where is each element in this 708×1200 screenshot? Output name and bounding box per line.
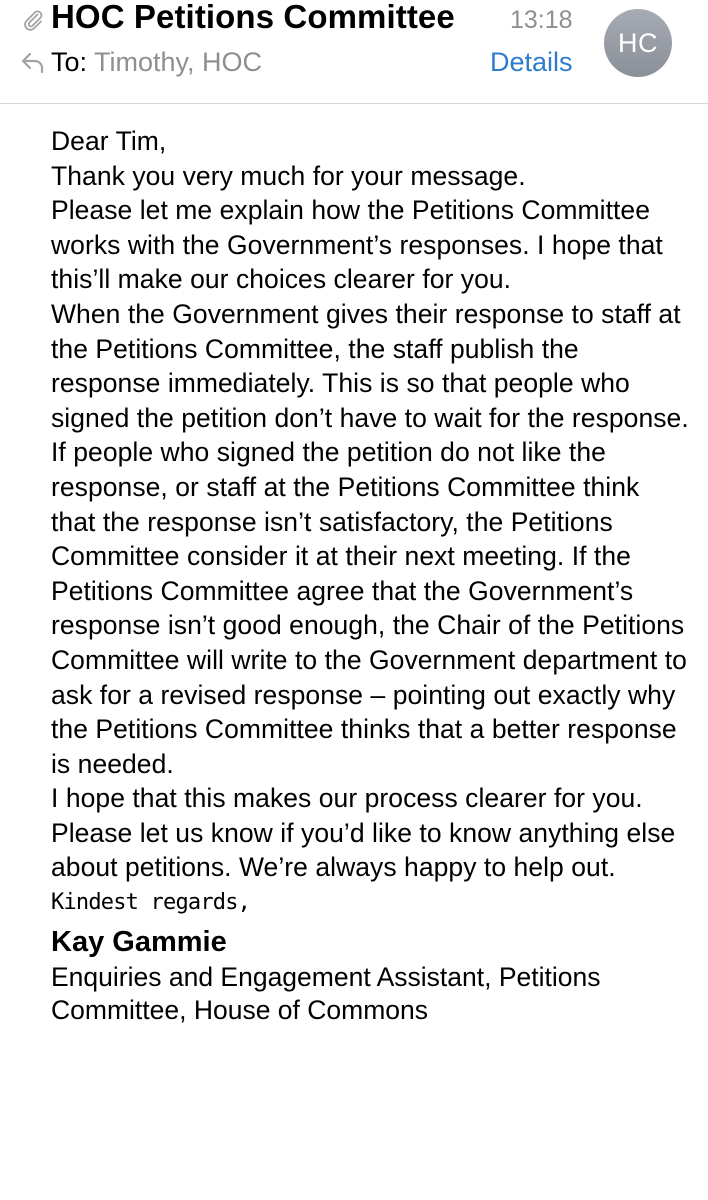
email-header: [0, 0, 708, 104]
to-label: To:: [51, 47, 88, 77]
closing-line: Kindest regards,: [51, 890, 251, 916]
body-paragraph: When the Government gives their response to staff at the Petitions Committee, the staff publish the response immediately. This is so that people who signed the petition don’t have to wait for the response. If people who signed the petition do not like the response, or staff at the Petitions Committee think that the response isn’t satisfactory, the Petitions Committee consider it at their next meeting. If the Petitions Committee agree that the Government’s response isn’t good enough, the Chair of the Petitions Committee will write to the Government department to ask for a revised response – pointing out exactly why the Petitions Committee thinks that a better response is needed.: [51, 298, 689, 779]
avatar[interactable]: [604, 9, 672, 77]
message-body: [51, 124, 691, 1027]
greeting: Dear Tim,: [51, 126, 167, 156]
signature-title: Enquiries and Engagement Assistant, Petitions Committee, House of Commons: [51, 962, 601, 1026]
avatar-initials: HC: [618, 27, 658, 58]
details-link[interactable]: Details: [490, 47, 573, 77]
message-time: 13:18: [510, 6, 573, 34]
recipients: Timothy, HOC: [94, 47, 263, 77]
sender-name[interactable]: HOC Petitions Committee: [51, 0, 455, 35]
body-paragraph: Thank you very much for your message.: [51, 160, 526, 191]
recipients-row[interactable]: [51, 47, 262, 78]
reply-arrow-icon: [20, 50, 46, 74]
body-paragraph: I hope that this makes our process clearer for you. Please let us know if you’d like to know anything else about petitions. We’re always happy to help out.: [51, 783, 676, 883]
signature-name: Kay Gammie: [51, 926, 227, 959]
paperclip-icon: [21, 8, 45, 32]
body-paragraph: Please let me explain how the Petitions Committee works with the Government’s responses. I hope that this’ll make our choices clearer for you.: [51, 195, 663, 295]
